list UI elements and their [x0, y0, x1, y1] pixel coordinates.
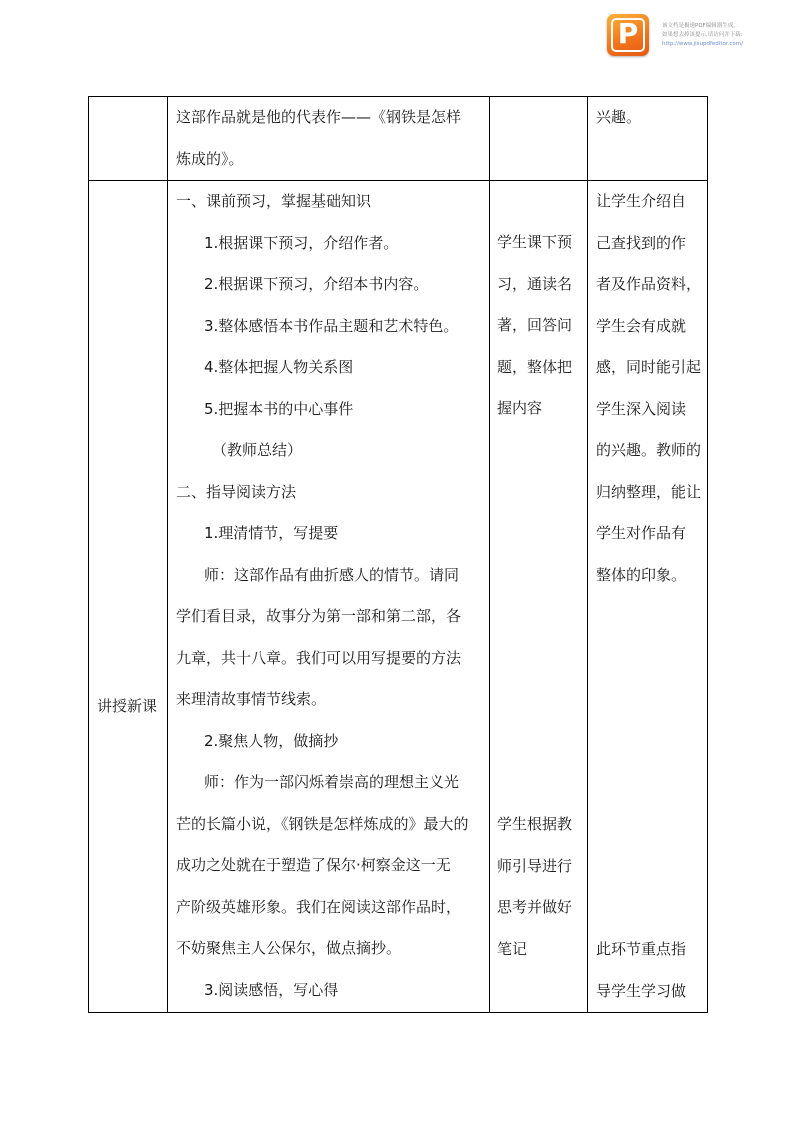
- student-line: 握内容: [497, 399, 543, 417]
- table-border-right: [707, 96, 708, 1013]
- content-line: 3.阅读感悟，写心得: [204, 980, 339, 999]
- row1-design-cell: [596, 97, 641, 139]
- student-line: 学生根据教: [497, 815, 573, 833]
- content-line: 芒的长篇小说，《钢铁是怎样炼成的》最大的: [176, 814, 469, 833]
- design-line: 己查找到的作: [596, 233, 687, 252]
- student-activity-cell-b: [497, 804, 572, 970]
- student-line: 师引导进行: [497, 856, 573, 875]
- watermark-line-1: 该文档是极速PDF编辑器生成,: [662, 23, 735, 29]
- design-line: 者及作品资料，: [596, 275, 702, 293]
- design-line: 整体的印象。: [596, 565, 687, 584]
- student-line: 题，整体把: [497, 357, 573, 376]
- lesson-plan-table: [88, 96, 708, 1013]
- pdf-editor-logo: [607, 14, 649, 56]
- content-line: 5.把握本书的中心事件: [204, 399, 354, 418]
- content-line: 3.整体感悟本书作品主题和艺术特色。: [204, 316, 459, 335]
- row2-content-cell: [176, 181, 469, 1011]
- column-divider-1: [167, 96, 168, 1013]
- content-line: 成功之处就在于塑造了保尔·柯察金这一无: [176, 856, 451, 874]
- content-line: 产阶级英雄形象。我们在阅读这部作品时，: [176, 897, 462, 916]
- logo-letter: P: [617, 17, 639, 50]
- design-line: 学生会有成就: [596, 316, 687, 335]
- watermark-text: [662, 22, 792, 49]
- content-line: 1.根据课下预习，介绍作者。: [204, 233, 399, 252]
- content-line: 4.整体把握人物关系图: [204, 358, 354, 376]
- content-line: 不妨聚焦主人公保尔，做点摘抄。: [176, 939, 402, 957]
- content-line: 这部作品就是他的代表作——《钢铁是怎样: [176, 108, 462, 126]
- content-line: 2.根据课下预习，介绍本书内容。: [204, 275, 429, 293]
- section-heading: 一、课前预习，掌握基础知识: [176, 192, 372, 210]
- design-line: 让学生介绍自: [596, 192, 687, 210]
- column-divider-2: [489, 96, 490, 1013]
- design-line: 归纳整理，能让: [596, 482, 702, 501]
- column-divider-3: [587, 96, 588, 1013]
- table-border-left: [88, 96, 89, 1013]
- stage-label: 讲授新课: [96, 697, 157, 715]
- table-border-bottom: [88, 1012, 708, 1013]
- content-line: 炼成的》。: [176, 149, 244, 168]
- design-line: 导学生学习做: [596, 981, 687, 1000]
- design-intent-cell-a: [596, 181, 701, 596]
- design-line: 兴趣。: [596, 108, 642, 126]
- student-activity-cell-a: [497, 222, 572, 430]
- student-line: 学生课下预: [497, 233, 573, 251]
- student-line: 笔记: [497, 939, 528, 958]
- student-line: 思考并做好: [497, 898, 573, 916]
- design-line: 感，同时能引起: [596, 358, 702, 376]
- design-line: 此环节重点指: [596, 940, 687, 958]
- student-line: 著，回答问: [497, 316, 573, 334]
- content-line: 学们看目录，故事分为第一部和第二部，各: [176, 607, 462, 625]
- content-line: （教师总结）: [212, 441, 303, 459]
- content-line: 师：这部作品有曲折感人的情节。请同: [204, 565, 460, 584]
- content-line: 来理清故事情节线索。: [176, 690, 327, 708]
- row1-content-cell: [176, 97, 461, 180]
- watermark-url: http://www.jisupdfeditor.com/: [662, 41, 743, 47]
- design-intent-cell-b: [596, 929, 686, 1012]
- student-line: 习，通读名: [497, 274, 573, 293]
- content-line: 1.理清情节，写提要: [204, 524, 339, 542]
- content-line: 师：作为一部闪烁着崇高的理想主义光: [204, 773, 460, 791]
- section-heading: 二、指导阅读方法: [176, 482, 297, 501]
- content-line: 2.聚焦人物，做摘抄: [204, 731, 339, 750]
- design-line: 学生对作品有: [596, 524, 687, 542]
- design-line: 的兴趣。教师的: [596, 441, 702, 459]
- design-line: 学生深入阅读: [596, 399, 687, 418]
- content-line: 九章，共十八章。我们可以用写提要的方法: [176, 648, 462, 667]
- watermark-line-2: 如果想去掉该提示,请访问并下载:: [662, 32, 743, 38]
